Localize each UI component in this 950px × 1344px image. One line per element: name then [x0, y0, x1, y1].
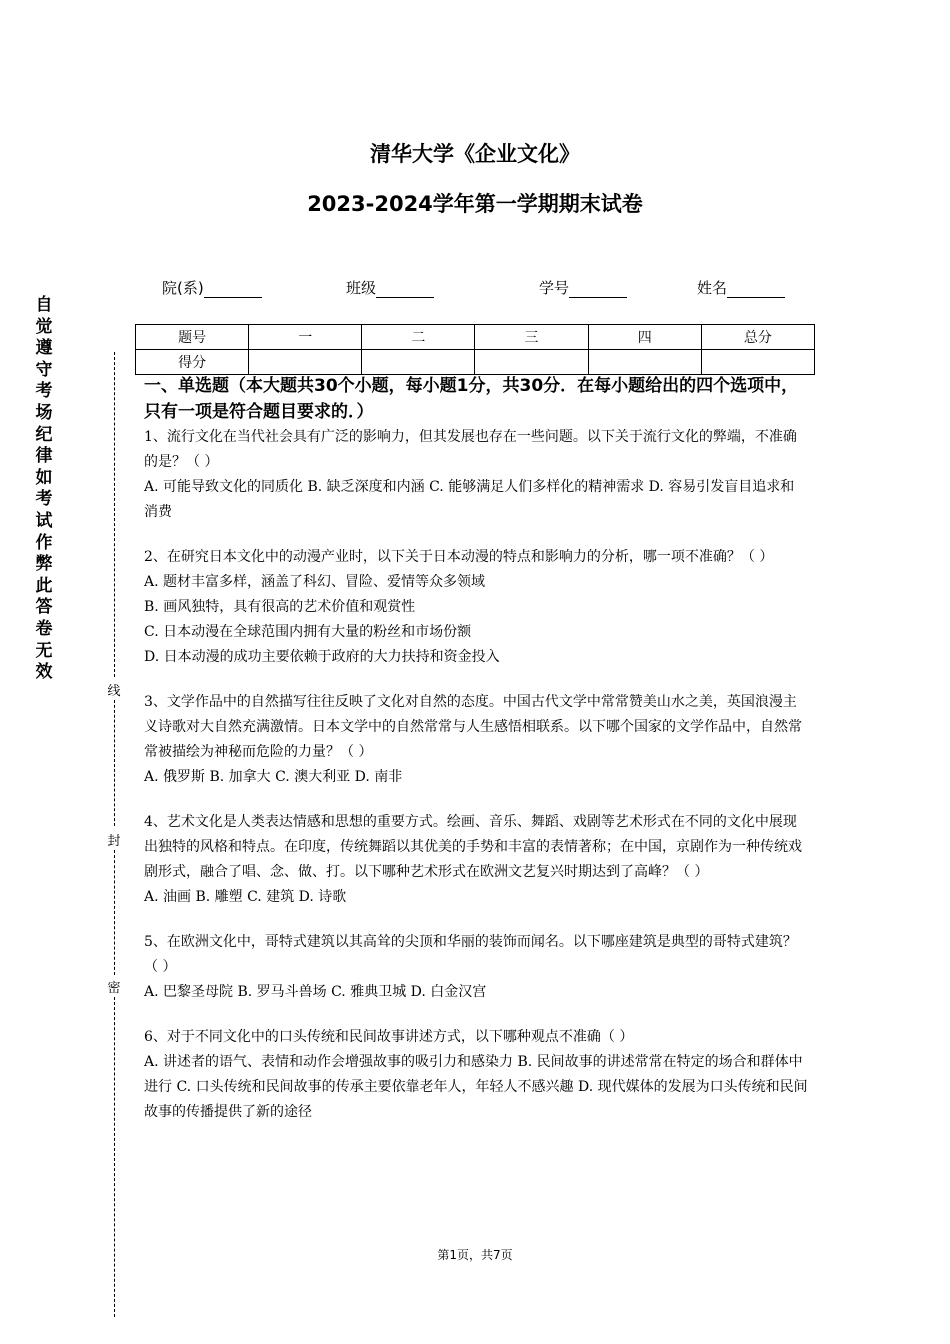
seal-dashed-line	[114, 850, 115, 975]
seal-mark-seal: 封	[106, 830, 122, 849]
student-id-label: 学号	[539, 279, 570, 297]
score-cell[interactable]	[588, 350, 701, 375]
score-header-cell: 一	[249, 325, 362, 350]
question-options[interactable]: A. 讲述者的语气、表情和动作会增强故事的吸引力和感染力 B. 民间故事的讲述常常在特定的场合和群体中进行 C. 口头传统和民间故事的传承主要依靠老年人，年轻人不感兴趣 D. 现代媒体的发展为口头传统和民间故事的传播提供了新的途径	[144, 1054, 808, 1120]
score-header-cell: 题号	[136, 325, 249, 350]
seal-mark-secret: 密	[106, 977, 122, 996]
question-stem: 2、在研究日本文化中的动漫产业时，以下关于日本动漫的特点和影响力的分析，哪一项不准确？（ ）	[144, 549, 774, 565]
question-stem: 3、文学作品中的自然描写往往反映了文化对自然的态度。中国古代文学中常常赞美山水之美，英国浪漫主义诗歌对大自然充满激情。日本文学中的自然常常与人生感悟相联系。以下哪个国家的文学作品中，自然常常被描绘为神秘而危险的力量？（ ）	[144, 694, 802, 760]
score-cell[interactable]	[701, 350, 814, 375]
score-header-cell: 四	[588, 325, 701, 350]
department-label: 院(系)	[162, 279, 204, 297]
exam-content	[144, 373, 808, 1125]
seal-mark-line: 线	[106, 680, 122, 699]
class-field[interactable]	[346, 277, 434, 298]
question-6	[144, 1025, 808, 1125]
seal-dashed-line	[114, 997, 115, 1317]
question-4	[144, 810, 808, 910]
seal-dashed-line	[114, 352, 115, 677]
score-cell[interactable]	[249, 350, 362, 375]
score-table	[135, 324, 815, 375]
department-blank[interactable]	[204, 281, 262, 298]
question-stem: 6、对于不同文化中的口头传统和民间故事讲述方式，以下哪种观点不准确（ ）	[144, 1029, 634, 1045]
department-field[interactable]	[162, 277, 262, 298]
exam-title-line2: 2023-2024学年第一学期期末试卷	[307, 192, 643, 216]
question-option[interactable]: C. 日本动漫在全球范围内拥有大量的粉丝和市场份额	[144, 624, 472, 640]
class-label: 班级	[346, 279, 377, 297]
question-stem: 1、流行文化在当代社会具有广泛的影响力，但其发展也存在一些问题。以下关于流行文化的弊端，不准确的是？（ ）	[144, 429, 797, 470]
score-table-score-row	[136, 350, 815, 375]
question-option[interactable]: D. 日本动漫的成功主要依赖于政府的大力扶持和资金投入	[144, 649, 500, 665]
score-header-cell: 三	[475, 325, 588, 350]
question-1	[144, 425, 808, 525]
question-2	[144, 545, 808, 670]
question-option[interactable]: B. 画风独特，具有很高的艺术价值和观赏性	[144, 599, 416, 615]
question-option[interactable]: A. 题材丰富多样，涵盖了科幻、冒险、爱情等众多领域	[144, 574, 486, 590]
exam-title-line1: 清华大学《企业文化》	[370, 142, 580, 166]
section-heading: 一、单选题（本大题共30个小题，每小题1分，共30分．在每小题给出的四个选项中，只有一项是符合题目要求的．）	[144, 376, 799, 422]
question-options[interactable]: A. 俄罗斯 B. 加拿大 C. 澳大利亚 D. 南非	[144, 769, 403, 785]
student-id-blank[interactable]	[569, 281, 627, 298]
score-cell[interactable]	[362, 350, 475, 375]
question-stem: 5、在欧洲文化中，哥特式建筑以其高耸的尖顶和华丽的装饰而闻名。以下哪座建筑是典型的哥特式建筑？（ ）	[144, 934, 797, 975]
page-footer: 第1页，共7页	[437, 1248, 513, 1262]
score-cell[interactable]	[475, 350, 588, 375]
question-3	[144, 690, 808, 790]
score-table-header-row	[136, 325, 815, 350]
name-field[interactable]	[697, 277, 785, 298]
question-options[interactable]: A. 可能导致文化的同质化 B. 缺乏深度和内涵 C. 能够满足人们多样化的精神需求 D. 容易引发盲目追求和消费	[144, 479, 795, 520]
name-blank[interactable]	[727, 281, 785, 298]
question-5	[144, 930, 808, 1005]
seal-dashed-line	[114, 700, 115, 826]
class-blank[interactable]	[376, 281, 434, 298]
sidebar-notice: 自觉遵守考场纪律如考试作弊此答卷无效	[35, 295, 53, 683]
student-id-field[interactable]	[539, 277, 627, 298]
question-options[interactable]: A. 油画 B. 雕塑 C. 建筑 D. 诗歌	[144, 889, 347, 905]
score-header-cell: 总分	[701, 325, 814, 350]
score-row-label: 得分	[136, 350, 249, 375]
question-stem: 4、艺术文化是人类表达情感和思想的重要方式。绘画、音乐、舞蹈、戏剧等艺术形式在不同的文化中展现出独特的风格和特点。在印度，传统舞蹈以其优美的手势和丰富的表情著称；在中国，京剧作为一种传统戏剧形式，融合了唱、念、做、打。以下哪种艺术形式在欧洲文艺复兴时期达到了高峰？（ ）	[144, 814, 802, 880]
name-label: 姓名	[697, 279, 728, 297]
score-header-cell: 二	[362, 325, 475, 350]
question-options[interactable]: A. 巴黎圣母院 B. 罗马斗兽场 C. 雅典卫城 D. 白金汉宫	[144, 984, 487, 1000]
